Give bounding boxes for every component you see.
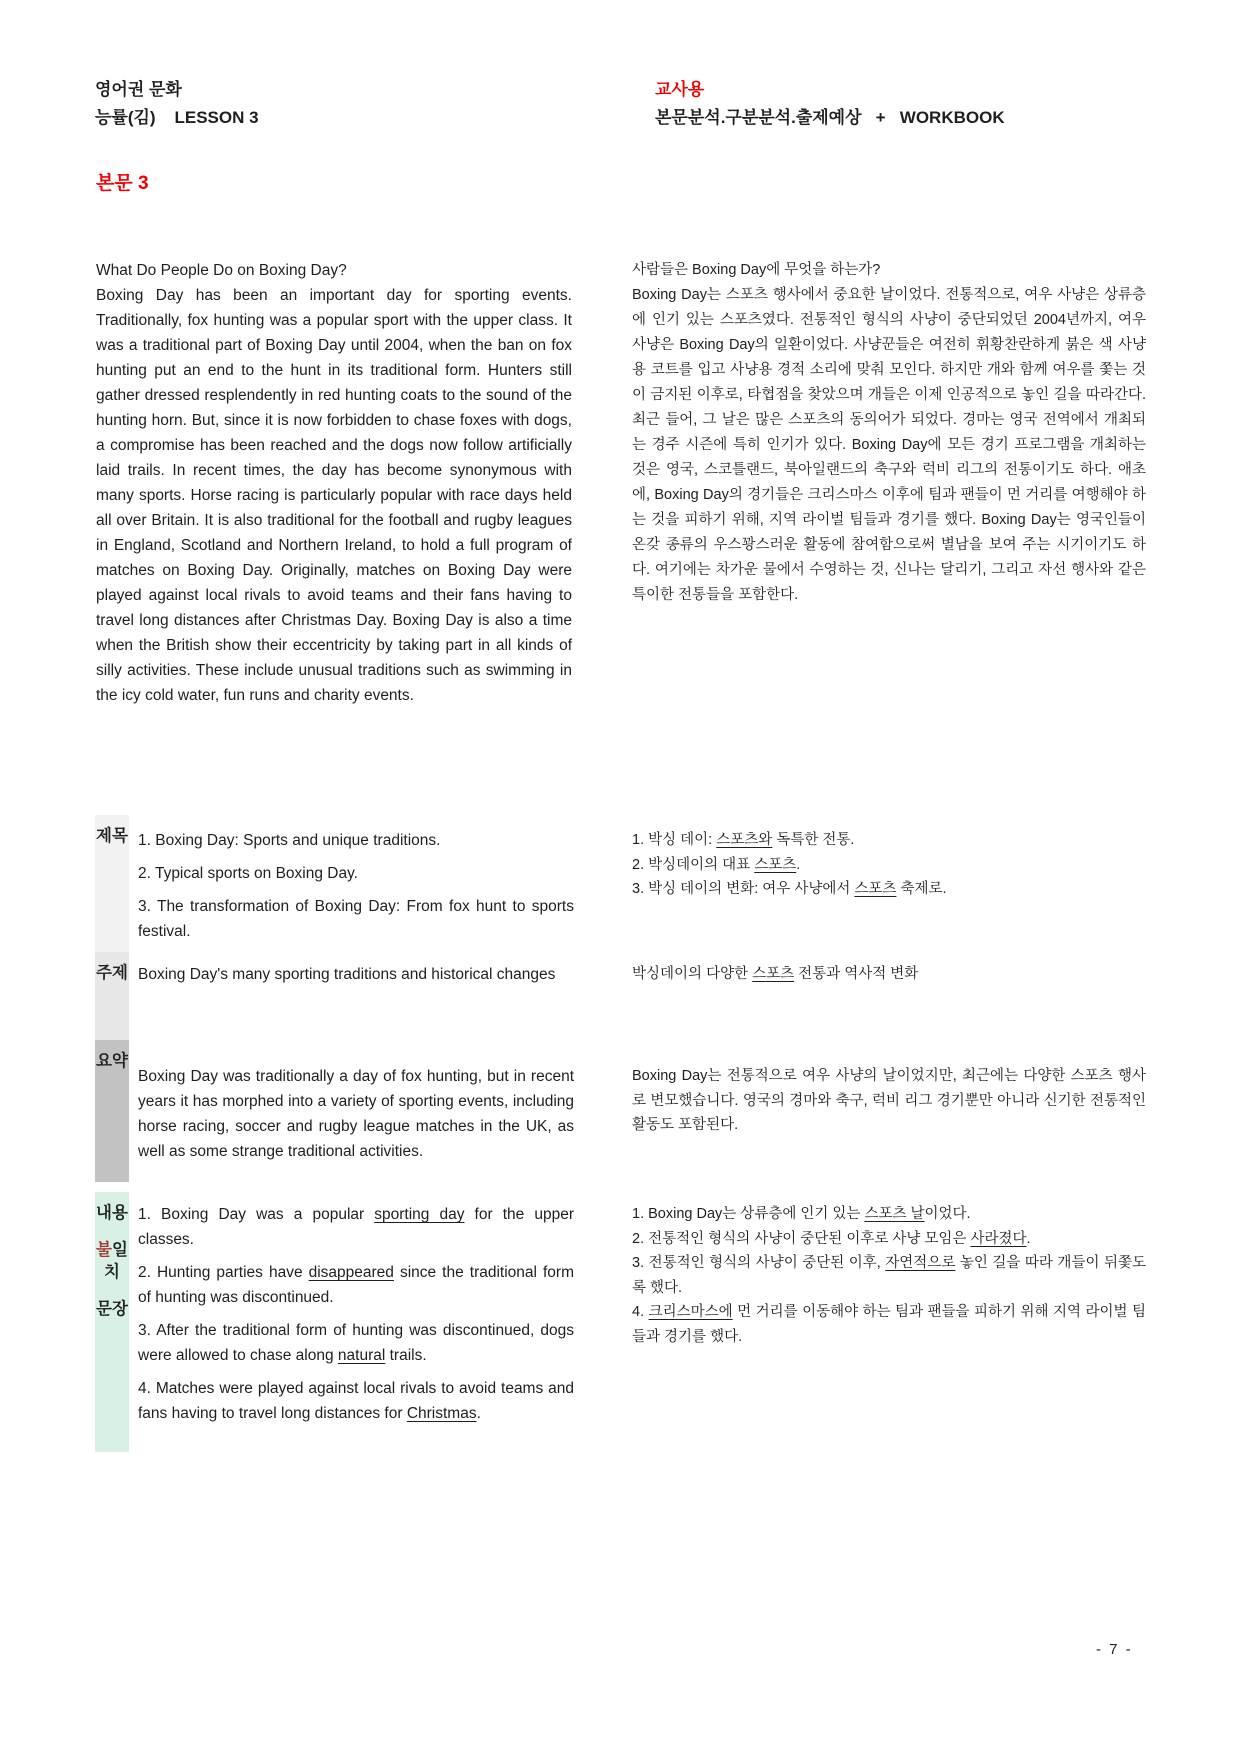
header-right — [655, 76, 1005, 132]
summary-english — [138, 1040, 574, 1182]
list-item: 1. Boxing Day was a popular sporting day for the upper classes. — [138, 1206, 574, 1248]
list-item: 3. The transformation of Boxing Day: From fox hunt to sports festival. — [138, 898, 574, 940]
list-item: 3. 전통적인 형식의 사냥이 중단된 이후, 자연적으로 놓인 길을 따라 개들이 뒤쫓도록 했다. — [632, 1255, 1146, 1296]
list-item: 1. 박싱 데이: 스포츠와 독특한 전통. — [632, 832, 855, 848]
list-item: 2. 전통적인 형식의 사냥이 중단된 이후로 사냥 모임은 사라졌다. — [632, 1230, 1031, 1247]
list-item: 2. Hunting parties have disappeared since the traditional form of hunting was discontinued. — [138, 1264, 574, 1306]
list-item: 2. 박싱데이의 대표 스포츠. — [632, 856, 801, 873]
underlined-text: 스포츠 — [752, 966, 795, 982]
header-teacher-edition-label: 교사용 — [655, 80, 705, 99]
list-item: 3. After the traditional form of hunting was discontinued, dogs were allowed to chase along natural trails. — [138, 1322, 574, 1364]
section-row-title — [95, 815, 1146, 952]
label-sentence: 문장 — [96, 1300, 128, 1318]
list-item: 2. Typical sports on Boxing Day. — [138, 865, 358, 882]
list-item: 1. Boxing Day는 상류층에 인기 있는 스포츠 날이었다. — [632, 1206, 971, 1222]
underlined-text: 크리스마스에 — [648, 1304, 733, 1320]
underlined-text: 스포츠와 — [716, 832, 773, 848]
label-content: 내용 — [96, 1204, 128, 1222]
underlined-text: 스포츠 — [854, 881, 897, 897]
mismatch-sentences-korean — [632, 1192, 1146, 1452]
list-item: 4. 크리스마스에 먼 거리를 이동해야 하는 팀과 팬들을 피하기 위해 지역 라이벌 팀들과 경기를 했다. — [632, 1304, 1147, 1345]
underlined-text: disappeared — [308, 1264, 394, 1281]
underlined-text: natural — [337, 1347, 386, 1364]
list-item: 3. 박싱 데이의 변화: 여우 사냥에서 스포츠 축제로. — [632, 881, 947, 897]
section-row-summary — [95, 1040, 1146, 1182]
section-label-summary: 요약 — [95, 1040, 129, 1182]
label-mismatch-red-char: 불 — [96, 1241, 112, 1259]
page-number: - 7 - — [1096, 1641, 1133, 1658]
header-lesson: 능률(김) LESSON 3 — [95, 108, 259, 127]
passage-korean-body: Boxing Day는 스포츠 행사에서 중요한 날이었다. 전통적으로, 여우 사냥은 상류층에 인기 있는 스포츠였다. 전통적인 형식의 사냥이 중단되었던 2004년까지, 여우 사냥은 Boxing Day의 일환이었다. 사냥꾼들은 여전히 휘황찬란하게 붉은 색 사냥용 코트를 입고 사냥용 경적 소리에 맞춰 모인다. 하지만 개와 함께 여우를 쫓는 것이 금지된 이후로, 타협점을 찾았으며 개들은 이제 인공적으로 놓인 길을 따라간다. 최근 들어, 그 날은 많은 스포츠의 동의어가 되었다. 경마는 영국 전역에서 개최되는 경주 시즌에 특히 인기가 있다. Boxing Day에 모든 경기 프로그램을 개최하는 것은 영국, 스코틀랜드, 북아일랜드의 축구와 럭비 리그의 전통이기도 하다. 애초에, Boxing Day의 경기들은 크리스마스 이후에 팀과 팬들이 먼 거리를 여행해야 하는 것을 피하기 위해, 지역 라이벌 팀들과 경기를 했다. Boxing Day는 영국인들이 온갖 종류의 우스꽝스러운 활동에 참여함으로써 별남을 보여 주는 시기이기도 하다. 여기에는 차가운 물에서 수영하는 것, 신나는 달리기, 그리고 자선 행사와 같은 특이한 전통들을 포함한다. — [632, 287, 1146, 603]
underlined-text: 스포츠 날 — [864, 1206, 925, 1222]
title-options-english — [138, 815, 574, 952]
list-item: Boxing Day's many sporting traditions and historical changes — [138, 966, 556, 983]
section-label-topic: 주제 — [95, 952, 129, 1040]
list-item: Boxing Day was traditionally a day of fox hunting, but in recent years it has morphed into a variety of sporting events, including horse racing, soccer and rugby league matches in the UK, as well as some strange traditional activities. — [138, 1068, 574, 1160]
summary-korean — [632, 1040, 1146, 1182]
label-mismatch-rest: 일치 — [104, 1241, 128, 1281]
list-item: 1. Boxing Day: Sports and unique traditions. — [138, 832, 441, 849]
section-label-title: 제목 — [95, 815, 129, 952]
title-options-korean — [632, 815, 1146, 952]
passage-english-body: Boxing Day has been an important day for sporting events. Traditionally, fox hunting was a popular sport with the upper class. It was a traditional part of Boxing Day until 2004, when the ban on fox hunting put an end to the hunt in its traditional form. Hunters still gather dressed resplendently in red hunting coats to the sound of the hunting horn. But, since it is now forbidden to chase foxes with dogs, a compromise has been reached and the dogs now follow artificially laid trails. In recent times, the day has become synonymous with many sports. Horse racing is particularly popular with race days held all over Britain. It is also traditional for the football and rugby leagues in England, Scotland and Northern Ireland, to hold a full program of matches on Boxing Day. Originally, matches on Boxing Day were played against local rivals to avoid teams and their fans having to travel long distances after Christmas Day. Boxing Day is also a time when the British show their eccentricity by taking part in all kinds of silly activities. These include unusual traditions such as swimming in the icy cold water, fun runs and charity events. — [96, 287, 572, 704]
label-mismatch — [95, 1239, 129, 1283]
list-item: 4. Matches were played against local rivals to avoid teams and fans having to travel long distances for Christmas. — [138, 1380, 574, 1422]
underlined-text: 스포츠 — [754, 856, 797, 873]
header-subject: 영어권 문화 — [95, 80, 182, 99]
topic-korean — [632, 952, 1146, 1040]
passage-korean-column — [632, 258, 1146, 708]
underlined-text: 사라졌다 — [970, 1230, 1027, 1247]
passage-number-title: 본문 3 — [96, 173, 149, 194]
header-left — [95, 76, 259, 132]
main-passage — [96, 258, 1146, 708]
topic-english — [138, 952, 574, 1040]
underlined-text: Christmas — [406, 1405, 477, 1422]
section-label-content-mismatch — [95, 1192, 129, 1452]
section-row-content-mismatch — [95, 1192, 1146, 1452]
underlined-text: sporting day — [374, 1206, 465, 1223]
section-row-topic — [95, 952, 1146, 1040]
mismatch-sentences-english — [138, 1192, 574, 1452]
list-item: 박싱데이의 다양한 스포츠 전통과 역사적 변화 — [632, 966, 919, 982]
passage-english-title: What Do People Do on Boxing Day? — [96, 262, 347, 279]
list-item: Boxing Day는 전통적으로 여우 사냥의 날이었지만, 최근에는 다양한 스포츠 행사로 변모했습니다. 영국의 경마와 축구, 럭비 리그 경기뿐만 아니라 신기한 전통적인 활동도 포함된다. — [632, 1068, 1146, 1133]
passage-english-column — [96, 258, 572, 708]
header-contents-label: 본문분석.구분분석.출제예상 + WORKBOOK — [655, 108, 1005, 127]
underlined-text: 자연적으로 — [885, 1255, 956, 1271]
passage-korean-title: 사람들은 Boxing Day에 무엇을 하는가? — [632, 262, 881, 278]
